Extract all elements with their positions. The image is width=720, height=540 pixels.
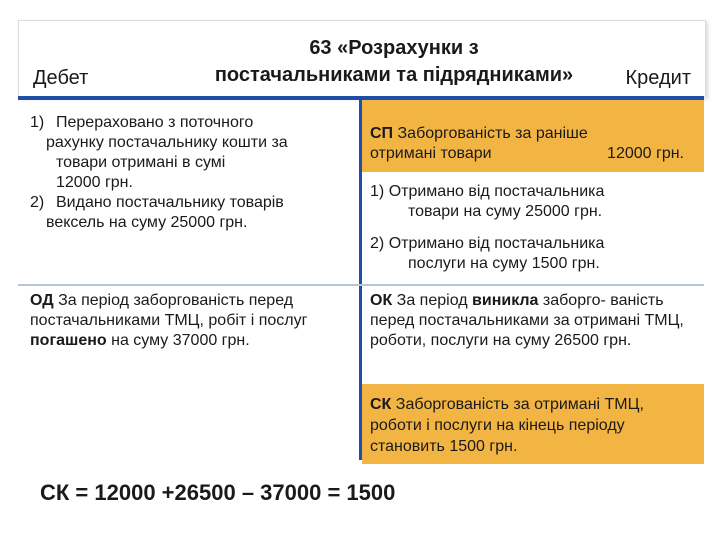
- debit-entry-2-num: 2): [30, 194, 45, 211]
- debit-entry-1-line3: товари отримані в сумі: [56, 154, 226, 171]
- debit-turnover: [30, 291, 340, 351]
- t-account-vertical-line: [359, 96, 362, 460]
- account-title-line2: постачальниками та підрядниками»: [214, 64, 574, 86]
- debit-entry-1-line1: Перераховано з поточного: [56, 114, 254, 131]
- credit-turnover-text-end: заборго- ваність перед постачальниками за отримані ТМЦ, роботи, послуги на суму 26500 грн.: [370, 292, 684, 349]
- debit-entry-2-line1: Видано постачальнику товарів: [56, 194, 284, 211]
- credit-entry-1-line2: товари на суму 25000 грн.: [408, 203, 603, 220]
- credit-entry-1-num: 1): [370, 183, 385, 200]
- credit-entry-1: [370, 182, 700, 222]
- account-title-line1: 63 «Розрахунки з: [309, 37, 479, 59]
- debit-entry-1-line2: рахунку постачальнику кошти за: [46, 134, 288, 151]
- credit-entry-1-line1: Отримано від постачальника: [388, 183, 605, 200]
- credit-label: Кредит: [625, 67, 691, 89]
- account-header: [18, 20, 706, 97]
- debit-label: Дебет: [33, 67, 89, 89]
- credit-entry-2-line2: послуги на суму 1500 грн.: [408, 255, 600, 272]
- credit-turnover-text: За період: [392, 292, 473, 309]
- debit-entry-2: [30, 193, 355, 233]
- credit-entries: [370, 182, 700, 274]
- debit-entry-1-num: 1): [30, 114, 45, 131]
- debit-turnover-text-end: на суму 37000 грн.: [106, 332, 250, 349]
- credit-closing-text: Заборгованість за отримані ТМЦ, роботи і послуги на кінець періоду становить 1500 грн.: [370, 396, 644, 455]
- credit-turnover: [370, 291, 700, 351]
- credit-opening-line2: отримані товари: [370, 145, 492, 162]
- debit-turnover-code: ОД: [30, 292, 54, 309]
- credit-entry-2-num: 2): [370, 235, 385, 252]
- turnover-divider: [18, 284, 704, 286]
- debit-turnover-bold: погашено: [30, 332, 107, 349]
- credit-opening: [370, 124, 700, 164]
- debit-turnover-text: За період заборгованість перед постачальниками ТМЦ, робіт і послуг: [30, 292, 308, 329]
- credit-entry-2: [370, 234, 700, 274]
- credit-turnover-bold: виникла: [472, 292, 539, 309]
- debit-entry-2-line2: вексель на суму 25000 грн.: [46, 214, 248, 231]
- credit-closing-code: СК: [370, 396, 392, 413]
- credit-opening-line1: Заборгованість за раніше: [393, 125, 588, 142]
- credit-entry-2-line1: Отримано від постачальника: [388, 235, 605, 252]
- account-title: [159, 35, 629, 89]
- debit-entries: [30, 113, 355, 233]
- debit-entry-1: [30, 113, 355, 193]
- credit-closing: [370, 394, 690, 457]
- credit-opening-amount: 12000 грн.: [607, 145, 684, 162]
- credit-turnover-code: ОК: [370, 292, 393, 309]
- closing-balance-formula: СК = 12000 +26500 – 37000 = 1500: [40, 480, 396, 505]
- credit-opening-code: СП: [370, 125, 394, 142]
- debit-entry-1-line4: 12000 грн.: [56, 174, 133, 191]
